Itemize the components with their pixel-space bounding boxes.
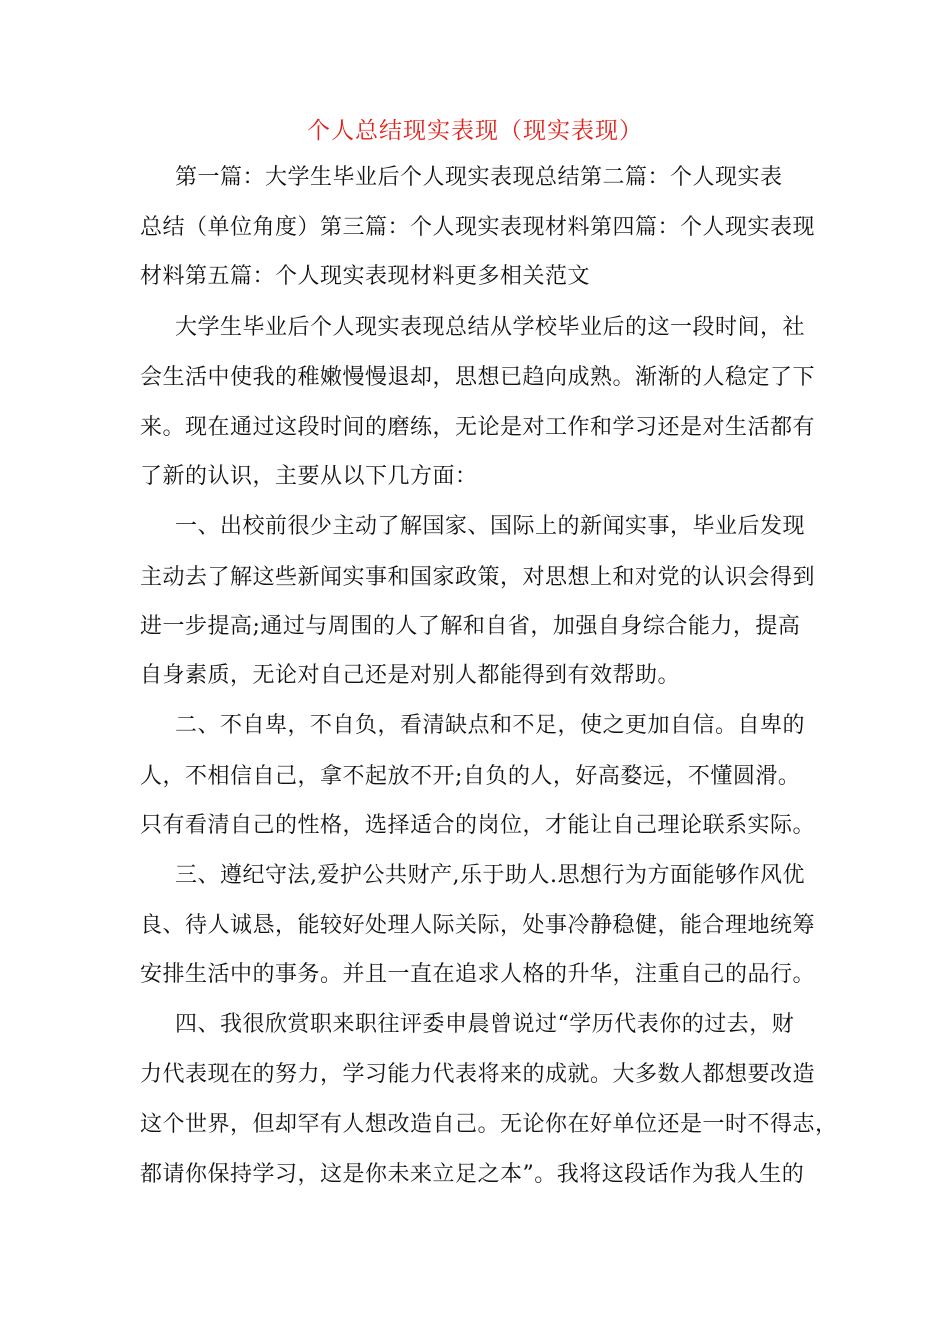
- text-line: 三、遵纪守法,爱护公共财产,乐于助人.思想行为方面能够作风优: [175, 863, 805, 888]
- text-line: 四、我很欣赏职来职往评委申晨曾说过“学历代表你的过去，财: [175, 1012, 795, 1037]
- text-line: 一、出校前很少主动了解国家、国际上的新闻实事，毕业后发现: [175, 514, 806, 539]
- text-line: 来。现在通过这段时间的磨练，无论是对工作和学习还是对生活都有: [140, 415, 816, 440]
- text-line: 二、不自卑，不自负，看清缺点和不足，使之更加自信。自卑的: [175, 713, 806, 738]
- text-line: 自身素质，无论对自己还是对别人都能得到有效帮助。: [140, 663, 681, 688]
- text-line: 大学生毕业后个人现实表现总结从学校毕业后的这一段时间，社: [175, 315, 806, 340]
- text-line: 这个世界，但却罕有人想改造自己。无论你在好单位还是一时不得志，: [140, 1112, 838, 1137]
- text-line: 第一篇：大学生毕业后个人现实表现总结第二篇：个人现实表: [175, 165, 783, 190]
- text-line: 了新的认识，主要从以下几方面：: [140, 464, 478, 489]
- text-line: 总结（单位角度）第三篇：个人现实表现材料第四篇：个人现实表现: [140, 215, 816, 240]
- text-line: 会生活中使我的稚嫩慢慢退却，思想已趋向成熟。渐渐的人稳定了下: [140, 365, 816, 390]
- document-title: 个人总结现实表现（现实表现）: [307, 118, 643, 144]
- text-line: 良、待人诚恳，能较好处理人际关际，处事冷静稳健，能合理地统筹: [140, 913, 816, 938]
- text-line: 材料第五篇：个人现实表现材料更多相关范文: [140, 264, 591, 289]
- text-line: 安排生活中的事务。并且一直在追求人格的升华，注重自己的品行。: [140, 962, 816, 987]
- text-line: 主动去了解这些新闻实事和国家政策，对思想上和对党的认识会得到: [140, 565, 816, 590]
- text-line: 进一步提高;通过与周围的人了解和自省，加强自身综合能力，提高: [140, 614, 801, 639]
- text-line: 只有看清自己的性格，选择适合的岗位，才能让自己理论联系实际。: [140, 813, 816, 838]
- text-line: 力代表现在的努力，学习能力代表将来的成就。大多数人都想要改造: [140, 1062, 816, 1087]
- text-line: 都请你保持学习，这是你未来立足之本”。我将这段话作为我人生的: [140, 1162, 805, 1187]
- text-line: 人，不相信自己，拿不起放不开;自负的人，好高婺远，不懂圆滑。: [140, 764, 801, 789]
